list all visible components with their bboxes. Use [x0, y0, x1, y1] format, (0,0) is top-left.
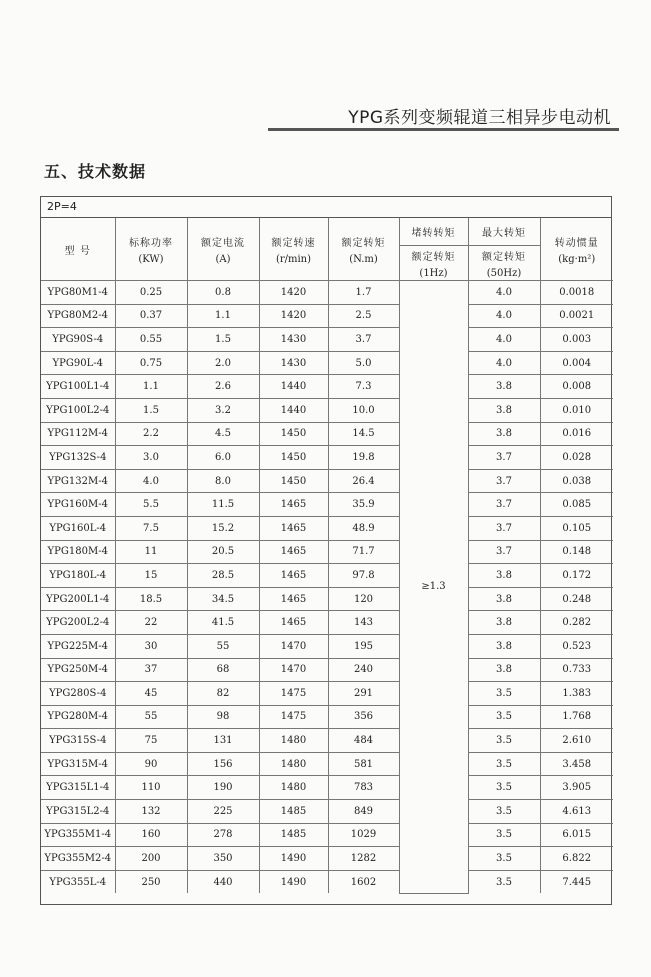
cell-power: 55 [115, 705, 187, 729]
table-row [41, 658, 613, 682]
cell-model: YPG280M-4 [41, 705, 115, 729]
cell-speed: 1490 [259, 870, 328, 893]
cell-model: YPG100L1-4 [41, 375, 115, 399]
cell-torque: 97.8 [328, 564, 399, 588]
cell-torque: 1282 [328, 847, 399, 871]
cell-torque: 195 [328, 634, 399, 658]
cell-torque: 7.3 [328, 375, 399, 399]
cell-max-torque: 3.8 [468, 398, 540, 422]
cell-power: 15 [115, 564, 187, 588]
cell-current: 350 [187, 847, 259, 871]
cell-current: 41.5 [187, 611, 259, 635]
table-row [41, 705, 613, 729]
cell-max-torque: 3.5 [468, 776, 540, 800]
cell-power: 75 [115, 729, 187, 753]
table-row [41, 375, 613, 399]
cell-speed: 1475 [259, 682, 328, 706]
cell-model: YPG315S-4 [41, 729, 115, 753]
cell-max-torque: 3.5 [468, 729, 540, 753]
cell-model: YPG355M1-4 [41, 823, 115, 847]
cell-inertia: 0.105 [540, 516, 613, 540]
cell-max-torque: 3.8 [468, 375, 540, 399]
table-row [41, 776, 613, 800]
table-row [41, 493, 613, 517]
cell-speed: 1440 [259, 398, 328, 422]
cell-current: 34.5 [187, 587, 259, 611]
cell-model: YPG280S-4 [41, 682, 115, 706]
cell-inertia: 0.003 [540, 328, 613, 352]
col-header-power: 标称功率 (KW) [115, 218, 187, 281]
cell-max-torque: 3.7 [468, 493, 540, 517]
cell-inertia: 4.613 [540, 800, 613, 824]
cell-power: 37 [115, 658, 187, 682]
cell-power: 200 [115, 847, 187, 871]
table-row [41, 398, 613, 422]
cell-max-torque: 3.5 [468, 870, 540, 893]
cell-model: YPG315M-4 [41, 752, 115, 776]
cell-power: 5.5 [115, 493, 187, 517]
cell-speed: 1420 [259, 304, 328, 328]
cell-inertia: 0.008 [540, 375, 613, 399]
cell-torque: 120 [328, 587, 399, 611]
cell-max-torque: 3.8 [468, 422, 540, 446]
cell-inertia: 0.0021 [540, 304, 613, 328]
cell-current: 131 [187, 729, 259, 753]
cell-inertia: 3.458 [540, 752, 613, 776]
cell-inertia: 3.905 [540, 776, 613, 800]
cell-inertia: 0.733 [540, 658, 613, 682]
cell-model: YPG180L-4 [41, 564, 115, 588]
cell-inertia: 7.445 [540, 870, 613, 893]
cell-max-torque: 3.8 [468, 658, 540, 682]
cell-torque: 10.0 [328, 398, 399, 422]
pole-label: 2P=4 [41, 197, 611, 218]
cell-model: YPG160M-4 [41, 493, 115, 517]
table-row [41, 587, 613, 611]
cell-power: 0.55 [115, 328, 187, 352]
cell-speed: 1490 [259, 847, 328, 871]
cell-max-torque: 3.7 [468, 446, 540, 470]
cell-speed: 1480 [259, 752, 328, 776]
cell-current: 4.5 [187, 422, 259, 446]
cell-inertia: 6.822 [540, 847, 613, 871]
cell-max-torque: 3.5 [468, 682, 540, 706]
cell-speed: 1465 [259, 493, 328, 517]
table-body [41, 281, 613, 894]
table-row [41, 729, 613, 753]
col-header-speed: 额定转速 (r/min) [259, 218, 328, 281]
cell-inertia: 6.015 [540, 823, 613, 847]
cell-power: 0.25 [115, 281, 187, 305]
cell-inertia: 0.148 [540, 540, 613, 564]
col-header-locked-sub: 额定转矩 (1Hz) [399, 246, 468, 281]
cell-speed: 1440 [259, 375, 328, 399]
table-row [41, 800, 613, 824]
cell-max-torque: 3.7 [468, 516, 540, 540]
cell-max-torque: 3.5 [468, 705, 540, 729]
cell-speed: 1485 [259, 800, 328, 824]
table-row [41, 516, 613, 540]
cell-current: 11.5 [187, 493, 259, 517]
col-header-max-sub: 额定转矩 (50Hz) [468, 246, 540, 281]
table-row [41, 634, 613, 658]
col-header-locked: 堵转转矩 [399, 218, 468, 246]
cell-current: 82 [187, 682, 259, 706]
cell-power: 2.2 [115, 422, 187, 446]
cell-torque: 783 [328, 776, 399, 800]
cell-torque: 48.9 [328, 516, 399, 540]
cell-torque: 19.8 [328, 446, 399, 470]
cell-max-torque: 3.5 [468, 752, 540, 776]
cell-model: YPG132S-4 [41, 446, 115, 470]
cell-model: YPG90L-4 [41, 351, 115, 375]
cell-inertia: 0.523 [540, 634, 613, 658]
cell-current: 15.2 [187, 516, 259, 540]
cell-model: YPG315L2-4 [41, 800, 115, 824]
table-row [41, 823, 613, 847]
table-row [41, 351, 613, 375]
cell-inertia: 2.610 [540, 729, 613, 753]
cell-inertia: 1.383 [540, 682, 613, 706]
cell-speed: 1465 [259, 516, 328, 540]
cell-model: YPG80M2-4 [41, 304, 115, 328]
cell-power: 18.5 [115, 587, 187, 611]
cell-speed: 1450 [259, 422, 328, 446]
cell-power: 110 [115, 776, 187, 800]
table-row [41, 847, 613, 871]
cell-speed: 1465 [259, 611, 328, 635]
cell-power: 132 [115, 800, 187, 824]
cell-speed: 1480 [259, 776, 328, 800]
cell-current: 190 [187, 776, 259, 800]
table-row [41, 281, 613, 305]
cell-current: 8.0 [187, 469, 259, 493]
cell-current: 2.6 [187, 375, 259, 399]
cell-power: 11 [115, 540, 187, 564]
cell-model: YPG200L1-4 [41, 587, 115, 611]
table-row [41, 870, 613, 893]
cell-speed: 1420 [259, 281, 328, 305]
table-row [41, 611, 613, 635]
cell-speed: 1465 [259, 540, 328, 564]
cell-speed: 1465 [259, 564, 328, 588]
cell-current: 6.0 [187, 446, 259, 470]
cell-model: YPG100L2-4 [41, 398, 115, 422]
cell-speed: 1430 [259, 351, 328, 375]
cell-torque: 35.9 [328, 493, 399, 517]
table-row [41, 446, 613, 470]
cell-speed: 1450 [259, 469, 328, 493]
cell-speed: 1465 [259, 587, 328, 611]
cell-current: 440 [187, 870, 259, 893]
cell-inertia: 0.016 [540, 422, 613, 446]
cell-current: 1.1 [187, 304, 259, 328]
cell-model: YPG355M2-4 [41, 847, 115, 871]
col-header-current: 额定电流 (A) [187, 218, 259, 281]
cell-power: 3.0 [115, 446, 187, 470]
cell-model: YPG80M1-4 [41, 281, 115, 305]
cell-max-torque: 4.0 [468, 328, 540, 352]
cell-inertia: 0.038 [540, 469, 613, 493]
col-header-model: 型 号 [41, 218, 115, 281]
cell-torque: 849 [328, 800, 399, 824]
cell-model: YPG225M-4 [41, 634, 115, 658]
table-row [41, 304, 613, 328]
cell-torque: 1602 [328, 870, 399, 893]
cell-power: 0.37 [115, 304, 187, 328]
cell-torque: 356 [328, 705, 399, 729]
cell-current: 1.5 [187, 328, 259, 352]
cell-power: 7.5 [115, 516, 187, 540]
cell-current: 0.8 [187, 281, 259, 305]
cell-max-torque: 4.0 [468, 281, 540, 305]
cell-max-torque: 3.7 [468, 540, 540, 564]
cell-speed: 1430 [259, 328, 328, 352]
cell-speed: 1470 [259, 634, 328, 658]
cell-max-torque: 3.8 [468, 611, 540, 635]
cell-inertia: 0.172 [540, 564, 613, 588]
col-header-inertia: 转动惯量 (kg·m²) [540, 218, 613, 281]
cell-torque: 291 [328, 682, 399, 706]
page-header-title: YPG系列变频辊道三相异步电动机 [348, 108, 611, 128]
cell-model: YPG112M-4 [41, 422, 115, 446]
cell-power: 160 [115, 823, 187, 847]
cell-max-torque: 3.5 [468, 847, 540, 871]
table-row [41, 422, 613, 446]
cell-torque: 2.5 [328, 304, 399, 328]
cell-current: 28.5 [187, 564, 259, 588]
table-row [41, 469, 613, 493]
cell-inertia: 0.004 [540, 351, 613, 375]
cell-speed: 1470 [259, 658, 328, 682]
cell-speed: 1480 [259, 729, 328, 753]
cell-model: YPG355L-4 [41, 870, 115, 893]
cell-speed: 1485 [259, 823, 328, 847]
table-row [41, 564, 613, 588]
cell-model: YPG250M-4 [41, 658, 115, 682]
col-header-max: 最大转矩 [468, 218, 540, 246]
cell-speed: 1475 [259, 705, 328, 729]
cell-power: 1.1 [115, 375, 187, 399]
cell-torque: 581 [328, 752, 399, 776]
cell-inertia: 1.768 [540, 705, 613, 729]
cell-power: 45 [115, 682, 187, 706]
header-rule [268, 128, 619, 131]
cell-torque: 26.4 [328, 469, 399, 493]
cell-max-torque: 3.5 [468, 823, 540, 847]
cell-current: 20.5 [187, 540, 259, 564]
table-row [41, 682, 613, 706]
cell-torque: 484 [328, 729, 399, 753]
cell-current: 98 [187, 705, 259, 729]
section-title: 五、技术数据 [44, 162, 147, 181]
col-header-torque: 额定转矩 (N.m) [328, 218, 399, 281]
cell-current: 278 [187, 823, 259, 847]
cell-inertia: 0.282 [540, 611, 613, 635]
cell-power: 30 [115, 634, 187, 658]
table-row [41, 328, 613, 352]
cell-torque: 143 [328, 611, 399, 635]
cell-current: 156 [187, 752, 259, 776]
cell-max-torque: 3.5 [468, 800, 540, 824]
tech-data-table-box [40, 196, 612, 905]
cell-torque: 71.7 [328, 540, 399, 564]
cell-model: YPG160L-4 [41, 516, 115, 540]
cell-torque: 3.7 [328, 328, 399, 352]
cell-power: 90 [115, 752, 187, 776]
cell-model: YPG315L1-4 [41, 776, 115, 800]
tech-data-table [41, 218, 613, 894]
cell-inertia: 0.085 [540, 493, 613, 517]
table-row [41, 540, 613, 564]
cell-model: YPG132M-4 [41, 469, 115, 493]
cell-torque: 1.7 [328, 281, 399, 305]
cell-torque: 1029 [328, 823, 399, 847]
cell-current: 55 [187, 634, 259, 658]
cell-max-torque: 3.8 [468, 634, 540, 658]
table-row [41, 752, 613, 776]
cell-current: 2.0 [187, 351, 259, 375]
cell-torque: 5.0 [328, 351, 399, 375]
cell-current: 3.2 [187, 398, 259, 422]
cell-inertia: 0.248 [540, 587, 613, 611]
cell-current: 68 [187, 658, 259, 682]
cell-max-torque: 4.0 [468, 351, 540, 375]
cell-torque: 14.5 [328, 422, 399, 446]
cell-inertia: 0.010 [540, 398, 613, 422]
cell-inertia: 0.028 [540, 446, 613, 470]
cell-power: 1.5 [115, 398, 187, 422]
cell-power: 0.75 [115, 351, 187, 375]
cell-max-torque: 4.0 [468, 304, 540, 328]
cell-model: YPG180M-4 [41, 540, 115, 564]
cell-current: 225 [187, 800, 259, 824]
cell-max-torque: 3.8 [468, 587, 540, 611]
cell-model: YPG200L2-4 [41, 611, 115, 635]
cell-power: 4.0 [115, 469, 187, 493]
cell-power: 22 [115, 611, 187, 635]
cell-locked-ratio: ≥1.3 [399, 281, 468, 894]
cell-power: 250 [115, 870, 187, 893]
cell-inertia: 0.0018 [540, 281, 613, 305]
cell-model: YPG90S-4 [41, 328, 115, 352]
cell-speed: 1450 [259, 446, 328, 470]
cell-max-torque: 3.7 [468, 469, 540, 493]
cell-torque: 240 [328, 658, 399, 682]
cell-max-torque: 3.8 [468, 564, 540, 588]
